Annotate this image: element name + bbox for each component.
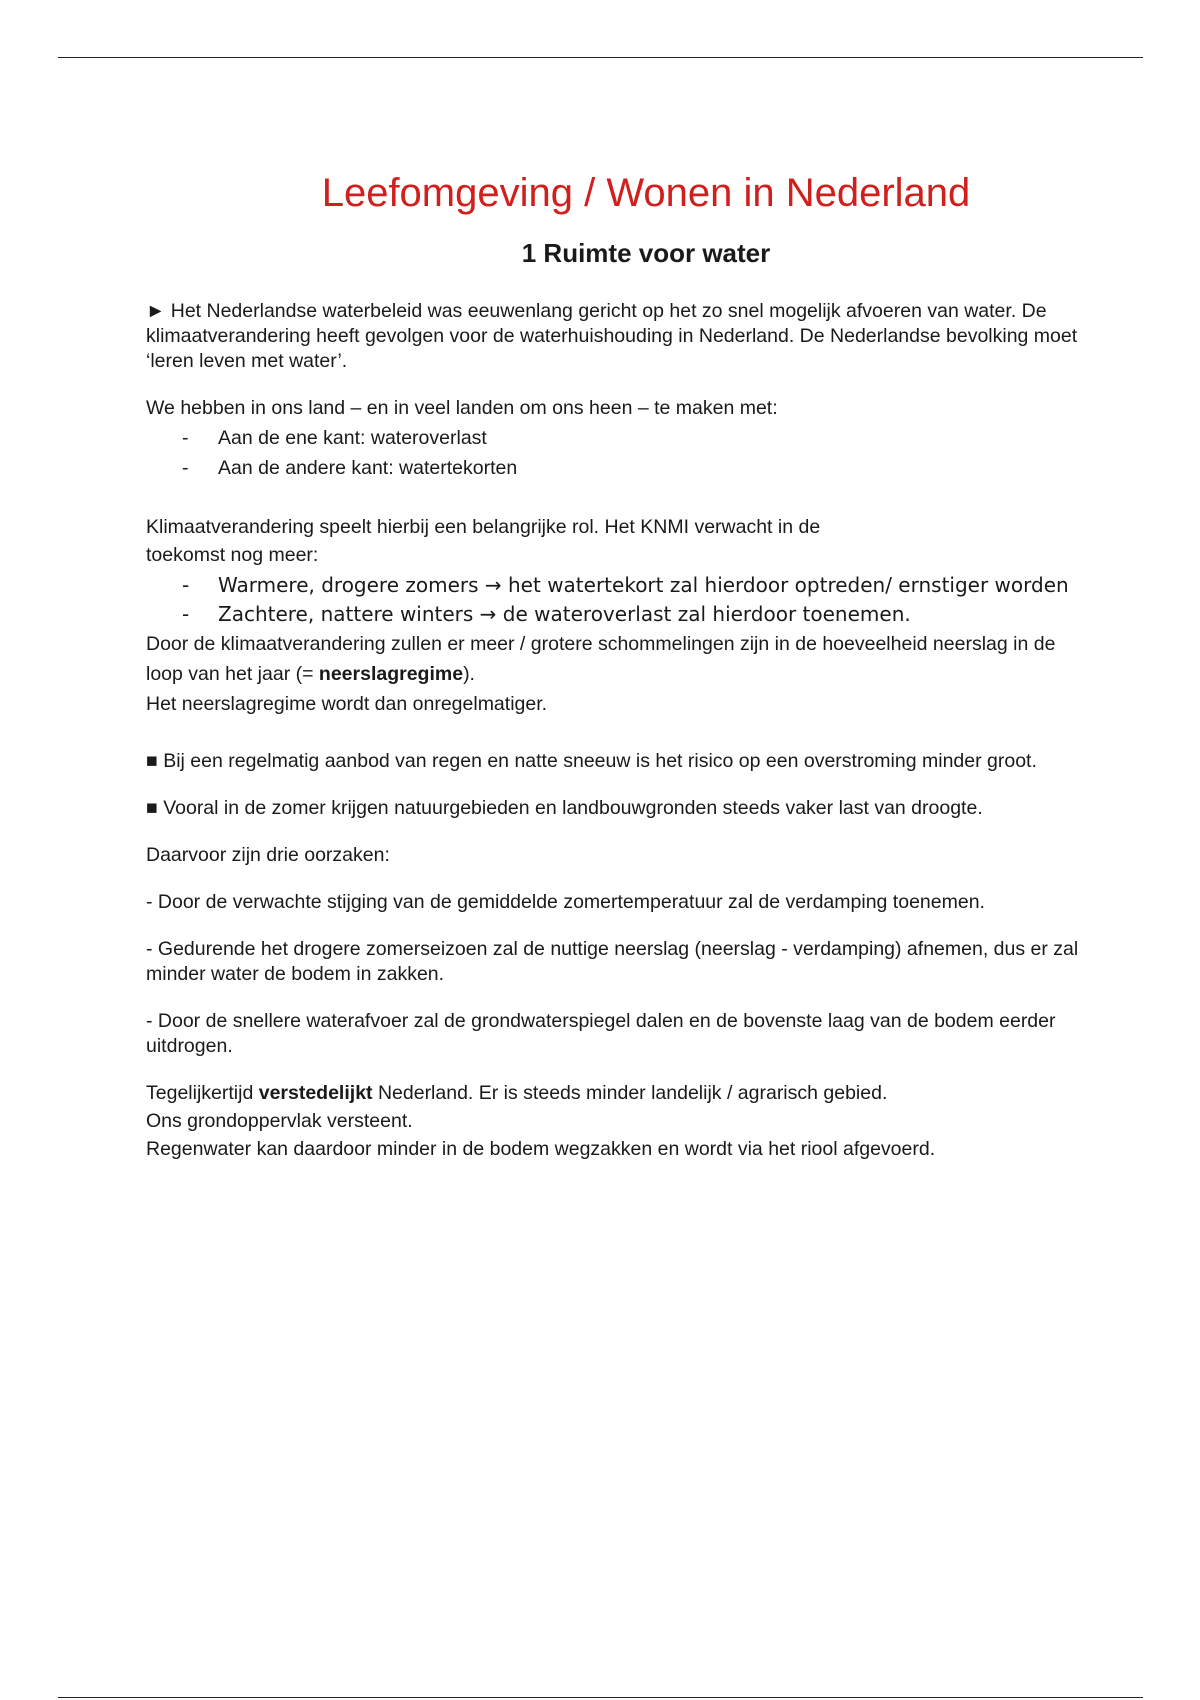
- header-rule: [58, 57, 1143, 58]
- context-list: [146, 423, 1086, 483]
- dash-bullet: -: [182, 602, 190, 626]
- cause-item: - Door de verwachte stijging van de gemiddelde zomertemperatuur zal de verdamping toenemen.: [146, 891, 985, 913]
- footer-rule: [58, 1697, 1143, 1698]
- causes-lead: Daarvoor zijn drie oorzaken:: [146, 844, 390, 866]
- intro-text: Het Nederlandse waterbeleid was eeuwenlang gericht op het zo snel mogelijk afvoeren van water. De klimaatverandering heeft gevolgen voor de waterhuishouding in Nederland. De Nederlandse bevolking moet ‘leren leven met water’.: [146, 300, 1078, 372]
- context-lead: We hebben in ons land – en in veel landen om ons heen – te maken met:: [146, 397, 778, 419]
- dash-bullet: -: [182, 457, 189, 479]
- document-body: [146, 165, 1086, 1163]
- intro-paragraph: [146, 299, 1086, 374]
- climate-list: [146, 571, 1086, 629]
- dash-bullet: -: [182, 573, 190, 597]
- list-item: - Aan de ene kant: wateroverlast: [146, 423, 1086, 453]
- cause-item: - Door de snellere waterafvoer zal de grondwaterspiegel dalen en de bovenste laag van de bodem eerder uitdrogen.: [146, 1010, 1056, 1057]
- section-title: 1 Ruimte voor water: [521, 238, 771, 268]
- page-title: Leefomgeving / Wonen in Nederland: [321, 171, 971, 215]
- term-neerslagregime: neerslagregime: [318, 663, 464, 685]
- list-item: - Aan de andere kant: watertekorten: [146, 453, 1086, 483]
- term-verstedelijkt: verstedelijkt: [258, 1082, 373, 1104]
- cause-item: - Gedurende het drogere zomerseizoen zal de nuttige neerslag (neerslag - verdamping) afnemen, dus er zal minder water de bodem in zakken.: [146, 938, 1079, 985]
- list-item: - Zachtere, nattere winters → de wateroverlast zal hierdoor toenemen.: [146, 600, 1086, 629]
- dash-bullet: -: [182, 427, 189, 449]
- arrow-marker-icon: ►: [146, 300, 166, 322]
- square-bullet-1: ■ Bij een regelmatig aanbod van regen en natte sneeuw is het risico op een overstroming minder groot.: [146, 750, 1037, 772]
- regime-paragraph: Door de klimaatverandering zullen er meer / grotere schommelingen zijn in de hoeveelheid neerslag in de loop van het jaar (= neerslagregime). Het neerslagregime wordt dan onregelmatiger.: [146, 633, 1056, 715]
- square-bullet-2: ■ Vooral in de zomer krijgen natuurgebieden en landbouwgronden steeds vaker last van droogte.: [146, 797, 983, 819]
- climate-paragraph: Klimaatverandering speelt hierbij een belangrijke rol. Het KNMI verwacht in de toekomst nog meer:: [146, 516, 821, 566]
- list-item: - Warmere, drogere zomers → het watertekort zal hierdoor optreden/ ernstiger worden: [146, 571, 1086, 600]
- urban-paragraph: Tegelijkertijd verstedelijkt Nederland. Er is steeds minder landelijk / agrarisch gebied. Ons grondoppervlak versteent. Regenwater kan daardoor minder in de bodem wegzakken en wordt via het riool afgevoerd.: [146, 1082, 936, 1160]
